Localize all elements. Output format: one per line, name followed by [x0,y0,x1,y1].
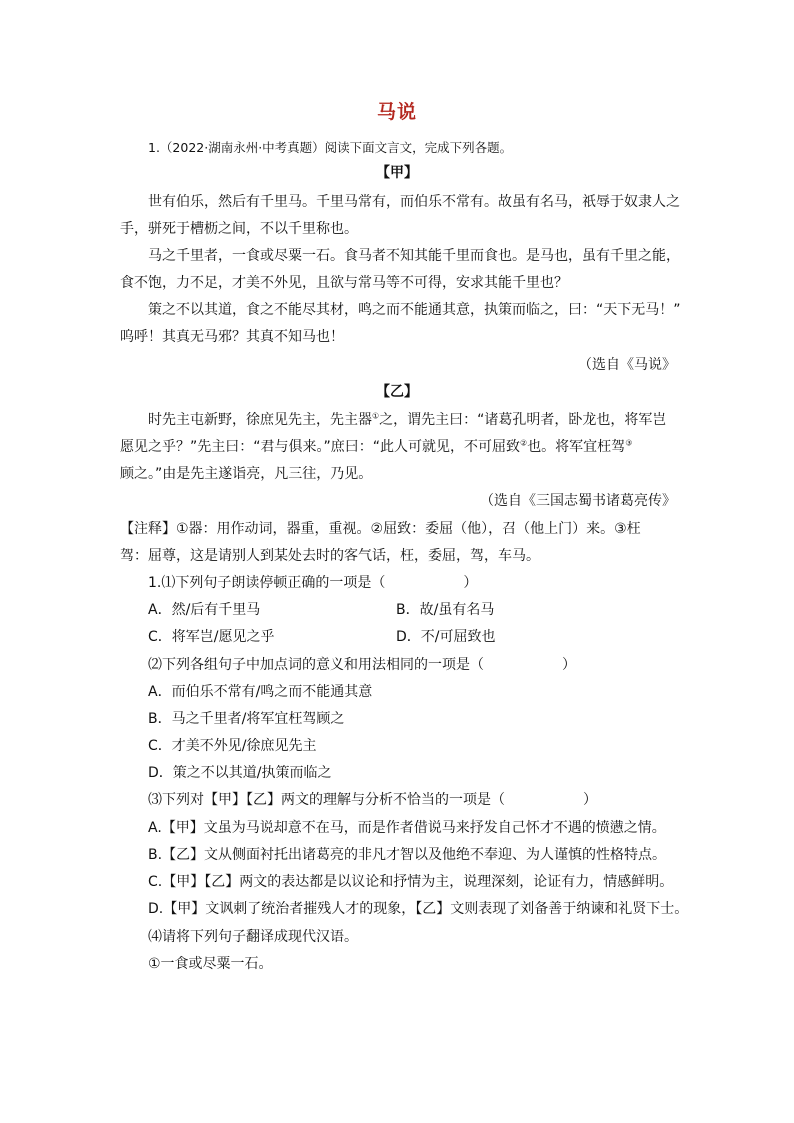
option-2-a: A．而伯乐不常有/鸣之而不能通其意 [148,684,373,700]
footnote-marker-1: ① [372,411,380,421]
option-3-b: B.【乙】文从侧面衬托出诸葛亮的非凡才智以及他绝不奉迎、为人谨慎的性格特点。 [148,847,667,863]
jia-paragraph-2-line-2: 食不饱，力不足，才美不外见，且欲与常马等不可得，安求其能千里也？ [120,275,568,291]
option-2-c: C．才美不外见/徐庶见先主 [148,738,317,754]
yi-source: （选自《三国志蜀书诸葛亮传》 [480,493,676,509]
yi-line-1 [148,410,666,430]
yi-line-3: 顾之。”由是先主遂诣亮，凡三往，乃见。 [120,466,373,482]
yi-line-1-text-a: 时先主屯新野，徐庶见先主，先主器 [148,412,372,428]
option-1-b: B．故/虽有名马 [396,602,495,618]
jia-source: （选自《马说》 [578,357,676,373]
option-2-b: B．马之千里者/将军宜枉驾顾之 [148,711,345,727]
question-1-4-item-1: ①一食或尽粟一石。 [148,956,273,972]
option-1-d: D．不/可屈致也 [396,629,496,645]
question-1-3 [148,790,597,810]
option-1-c: C．将军岂/愿见之乎 [148,629,275,645]
question-1-2-text: ⑵下列各组句子中加点词的意义和用法相同的一项是（ [148,657,484,673]
option-3-d: D.【甲】文讽刺了统治者摧残人才的现象，【乙】文则表现了刘备善于纳谏和礼贤下士。 [148,901,689,917]
question-1-2 [148,655,576,675]
page-title: 马说 [376,101,417,123]
jia-paragraph-2-line-1: 马之千里者，一食或尽粟一石。食马者不知其能千里而食也。是马也，虽有千里之能， [148,248,680,264]
jia-paragraph-1-line-1: 世有伯乐，然后有千里马。千里马常有，而伯乐不常有。故虽有名马，祇辱于奴隶人之 [148,194,680,210]
option-3-a: A.【甲】文虽为马说却意不在马，而是作者借说马来抒发自己怀才不遇的愤懑之情。 [148,820,666,836]
question-1-3-close: ） [583,792,597,808]
note-line-2: 驾：屈尊，这是请别人到某处去时的客气话，枉，委屈，驾，车马。 [120,548,540,564]
footnote-marker-2: ② [520,438,528,448]
question-1-1-close: ） [463,575,478,591]
question-1-1 [148,573,477,593]
yi-line-2 [120,437,632,457]
yi-line-2-text-b: 也。将军宜枉驾 [527,439,626,455]
jia-paragraph-1-line-2: 手，骈死于槽枥之间，不以千里称也。 [120,221,358,237]
question-1-2-close: ） [562,657,576,673]
option-1-a: A．然/后有千里马 [148,602,261,618]
option-2-d: D．策之不以其道/执策而临之 [148,765,332,781]
question-1-1-text: 1.⑴下列句子朗读停顿正确的一项是（ [148,575,386,591]
question-1-4: ⑷请将下列句子翻译成现代汉语。 [148,929,358,945]
yi-line-2-text-a: 愿见之乎？”先主曰：“君与俱来。”庶曰：“此人可就见，不可屈致 [120,439,521,455]
footnote-marker-3: ③ [625,438,633,448]
yi-line-1-text-b: 之，谓先主曰：“诸葛孔明者，卧龙也，将军岂 [379,412,667,428]
jia-paragraph-3-line-1: 策之不以其道，食之不能尽其材，鸣之而不能通其意，执策而临之，曰：“天下无马！” [148,302,681,318]
yi-heading: 【乙】 [376,384,418,400]
note-line-1: 【注释】①器：用作动词，器重，重视。②屈致：委屈（他），召（他上门）来。③枉 [120,521,641,537]
question-1-3-text: ⑶下列对【甲】【乙】两文的理解与分析不恰当的一项是（ [148,792,505,808]
jia-paragraph-3-line-2: 呜呼！其真无马邪？其真不知马也！ [120,329,344,345]
jia-heading: 【甲】 [376,165,418,181]
question-intro: 1.（2022·湖南永州·中考真题）阅读下面文言文，完成下列各题。 [148,140,513,155]
option-3-c: C.【甲】【乙】两文的表达都是以议论和抒情为主，说理深刻，论证有力，情感鲜明。 [148,874,674,890]
